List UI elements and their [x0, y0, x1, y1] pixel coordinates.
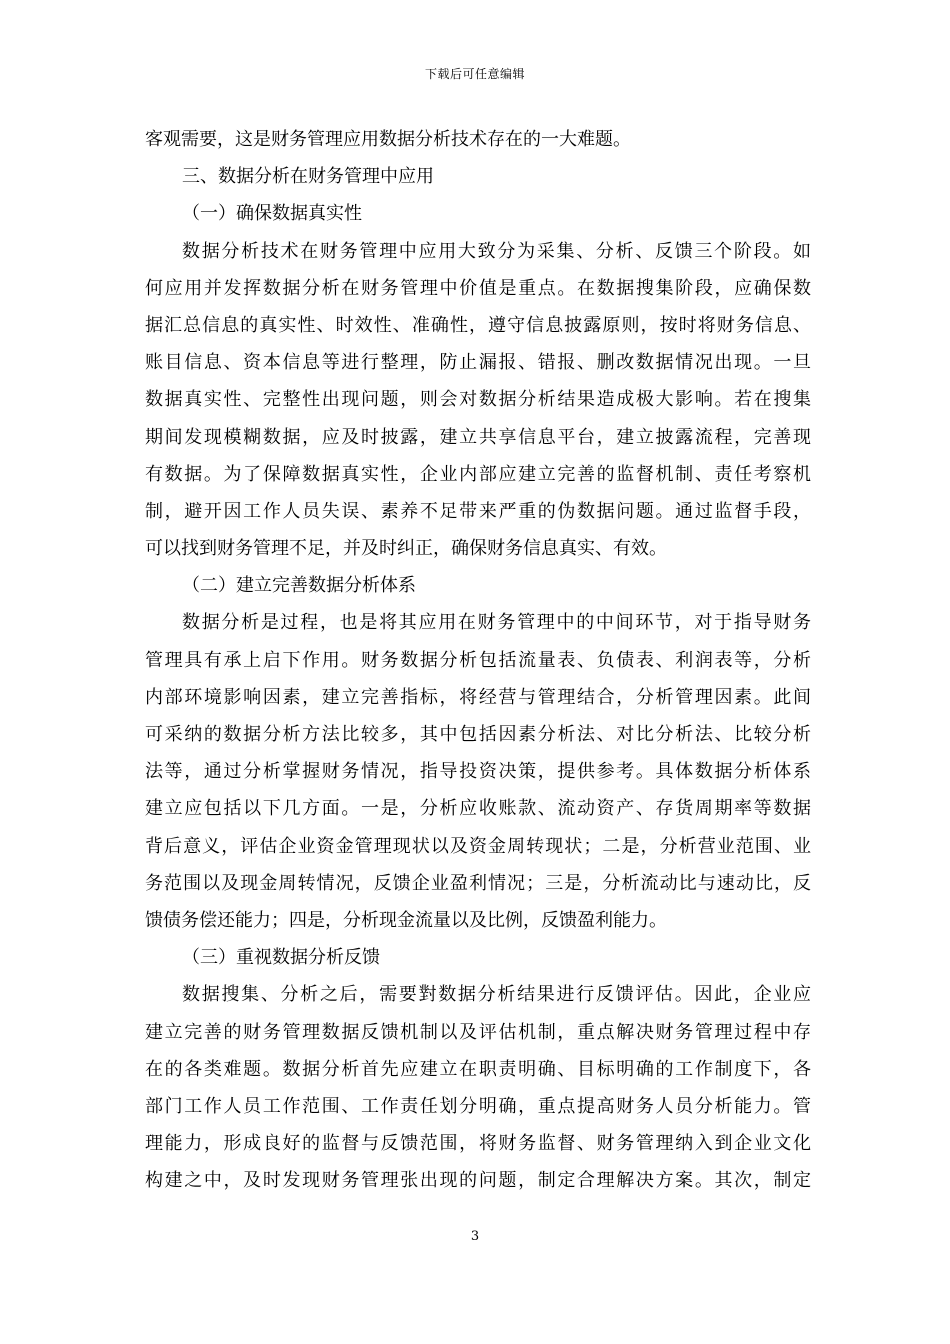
text-line: 数据真实性、完整性出现问题，则会对数据分析结果造成极大影响。若在搜集	[145, 389, 811, 411]
text-line: 理能力，形成良好的监督与反馈范围，将财务监督、财务管理纳入到企业文化	[145, 1133, 811, 1155]
text-line: 期间发现模糊数据，应及时披露，建立共享信息平台，建立披露流程，完善现	[145, 426, 811, 448]
text-line: 建立完善的财务管理数据反馈机制以及评估机制，重点解决财务管理过程中存	[145, 1021, 811, 1043]
section-heading: 三、数据分析在财务管理中应用	[182, 166, 434, 188]
text-line: 部门工作人员工作范围、工作责任划分明确，重点提高财务人员分析能力。管	[145, 1095, 811, 1117]
text-line: 有数据。为了保障数据真实性，企业内部应建立完善的监督机制、责任考察机	[145, 463, 811, 485]
subsection-heading: （二）建立完善数据分析体系	[182, 575, 416, 597]
text-line: 建立应包括以下几方面。一是，分析应收账款、流动资产、存货周期率等数据	[145, 798, 811, 820]
text-line: 数据搜集、分析之后，需要對数据分析结果进行反馈评估。因此，企业应	[182, 984, 811, 1006]
text-line: 何应用并发挥数据分析在财务管理中价值是重点。在数据搜集阶段，应确保数	[145, 277, 811, 299]
text-line: 账目信息、资本信息等进行整理，防止漏报、错报、删改数据情况出现。一旦	[145, 352, 811, 374]
page-number: 3	[470, 1229, 480, 1244]
text-line: 制，避开因工作人员失误、素养不足带来严重的伪数据问题。通过监督手段，	[145, 500, 811, 522]
text-line: 内部环境影响因素，建立完善指标，将经营与管理结合，分析管理因素。此间	[145, 686, 811, 708]
document-body	[145, 121, 811, 1199]
page-header: 下载后可任意编辑	[424, 67, 525, 81]
subsection-heading: （一）确保数据真实性	[182, 203, 362, 225]
text-line: 管理具有承上启下作用。财务数据分析包括流量表、负债表、利润表等，分析	[145, 649, 811, 671]
text-line: 可以找到财务管理不足，并及时纠正，确保财务信息真实、有效。	[145, 538, 667, 560]
text-line: 法等，通过分析掌握财务情况，指导投资决策，提供参考。具体数据分析体系	[145, 761, 811, 783]
text-line: 据汇总信息的真实性、时效性、准确性，遵守信息披露原则，按时将财务信息、	[145, 314, 811, 336]
text-line: 务范围以及现金周转情况，反馈企业盈利情况；三是，分析流动比与速动比，反	[145, 872, 811, 894]
text-line: 在的各类难题。数据分析首先应建立在职责明确、目标明确的工作制度下，各	[145, 1058, 811, 1080]
text-line: 馈债务偿还能力；四是，分析现金流量以及比例，反馈盈利能力。	[145, 909, 667, 931]
text-line: 数据分析是过程，也是将其应用在财务管理中的中间环节，对于指导财务	[182, 612, 811, 634]
text-line: 客观需要，这是财务管理应用数据分析技术存在的一大难题。	[145, 129, 631, 150]
subsection-heading: （三）重视数据分析反馈	[182, 947, 380, 969]
text-line: 可采纳的数据分析方法比较多，其中包括因素分析法、对比分析法、比较分析	[145, 724, 811, 745]
text-line: 构建之中，及时发现财务管理张出现的问题，制定合理解决方案。其次，制定	[145, 1170, 811, 1192]
text-line: 背后意义，评估企业资金管理现状以及资金周转现状；二是，分析营业范围、业	[145, 835, 811, 857]
text-line: 数据分析技术在财务管理中应用大致分为采集、分析、反馈三个阶段。如	[182, 240, 811, 262]
